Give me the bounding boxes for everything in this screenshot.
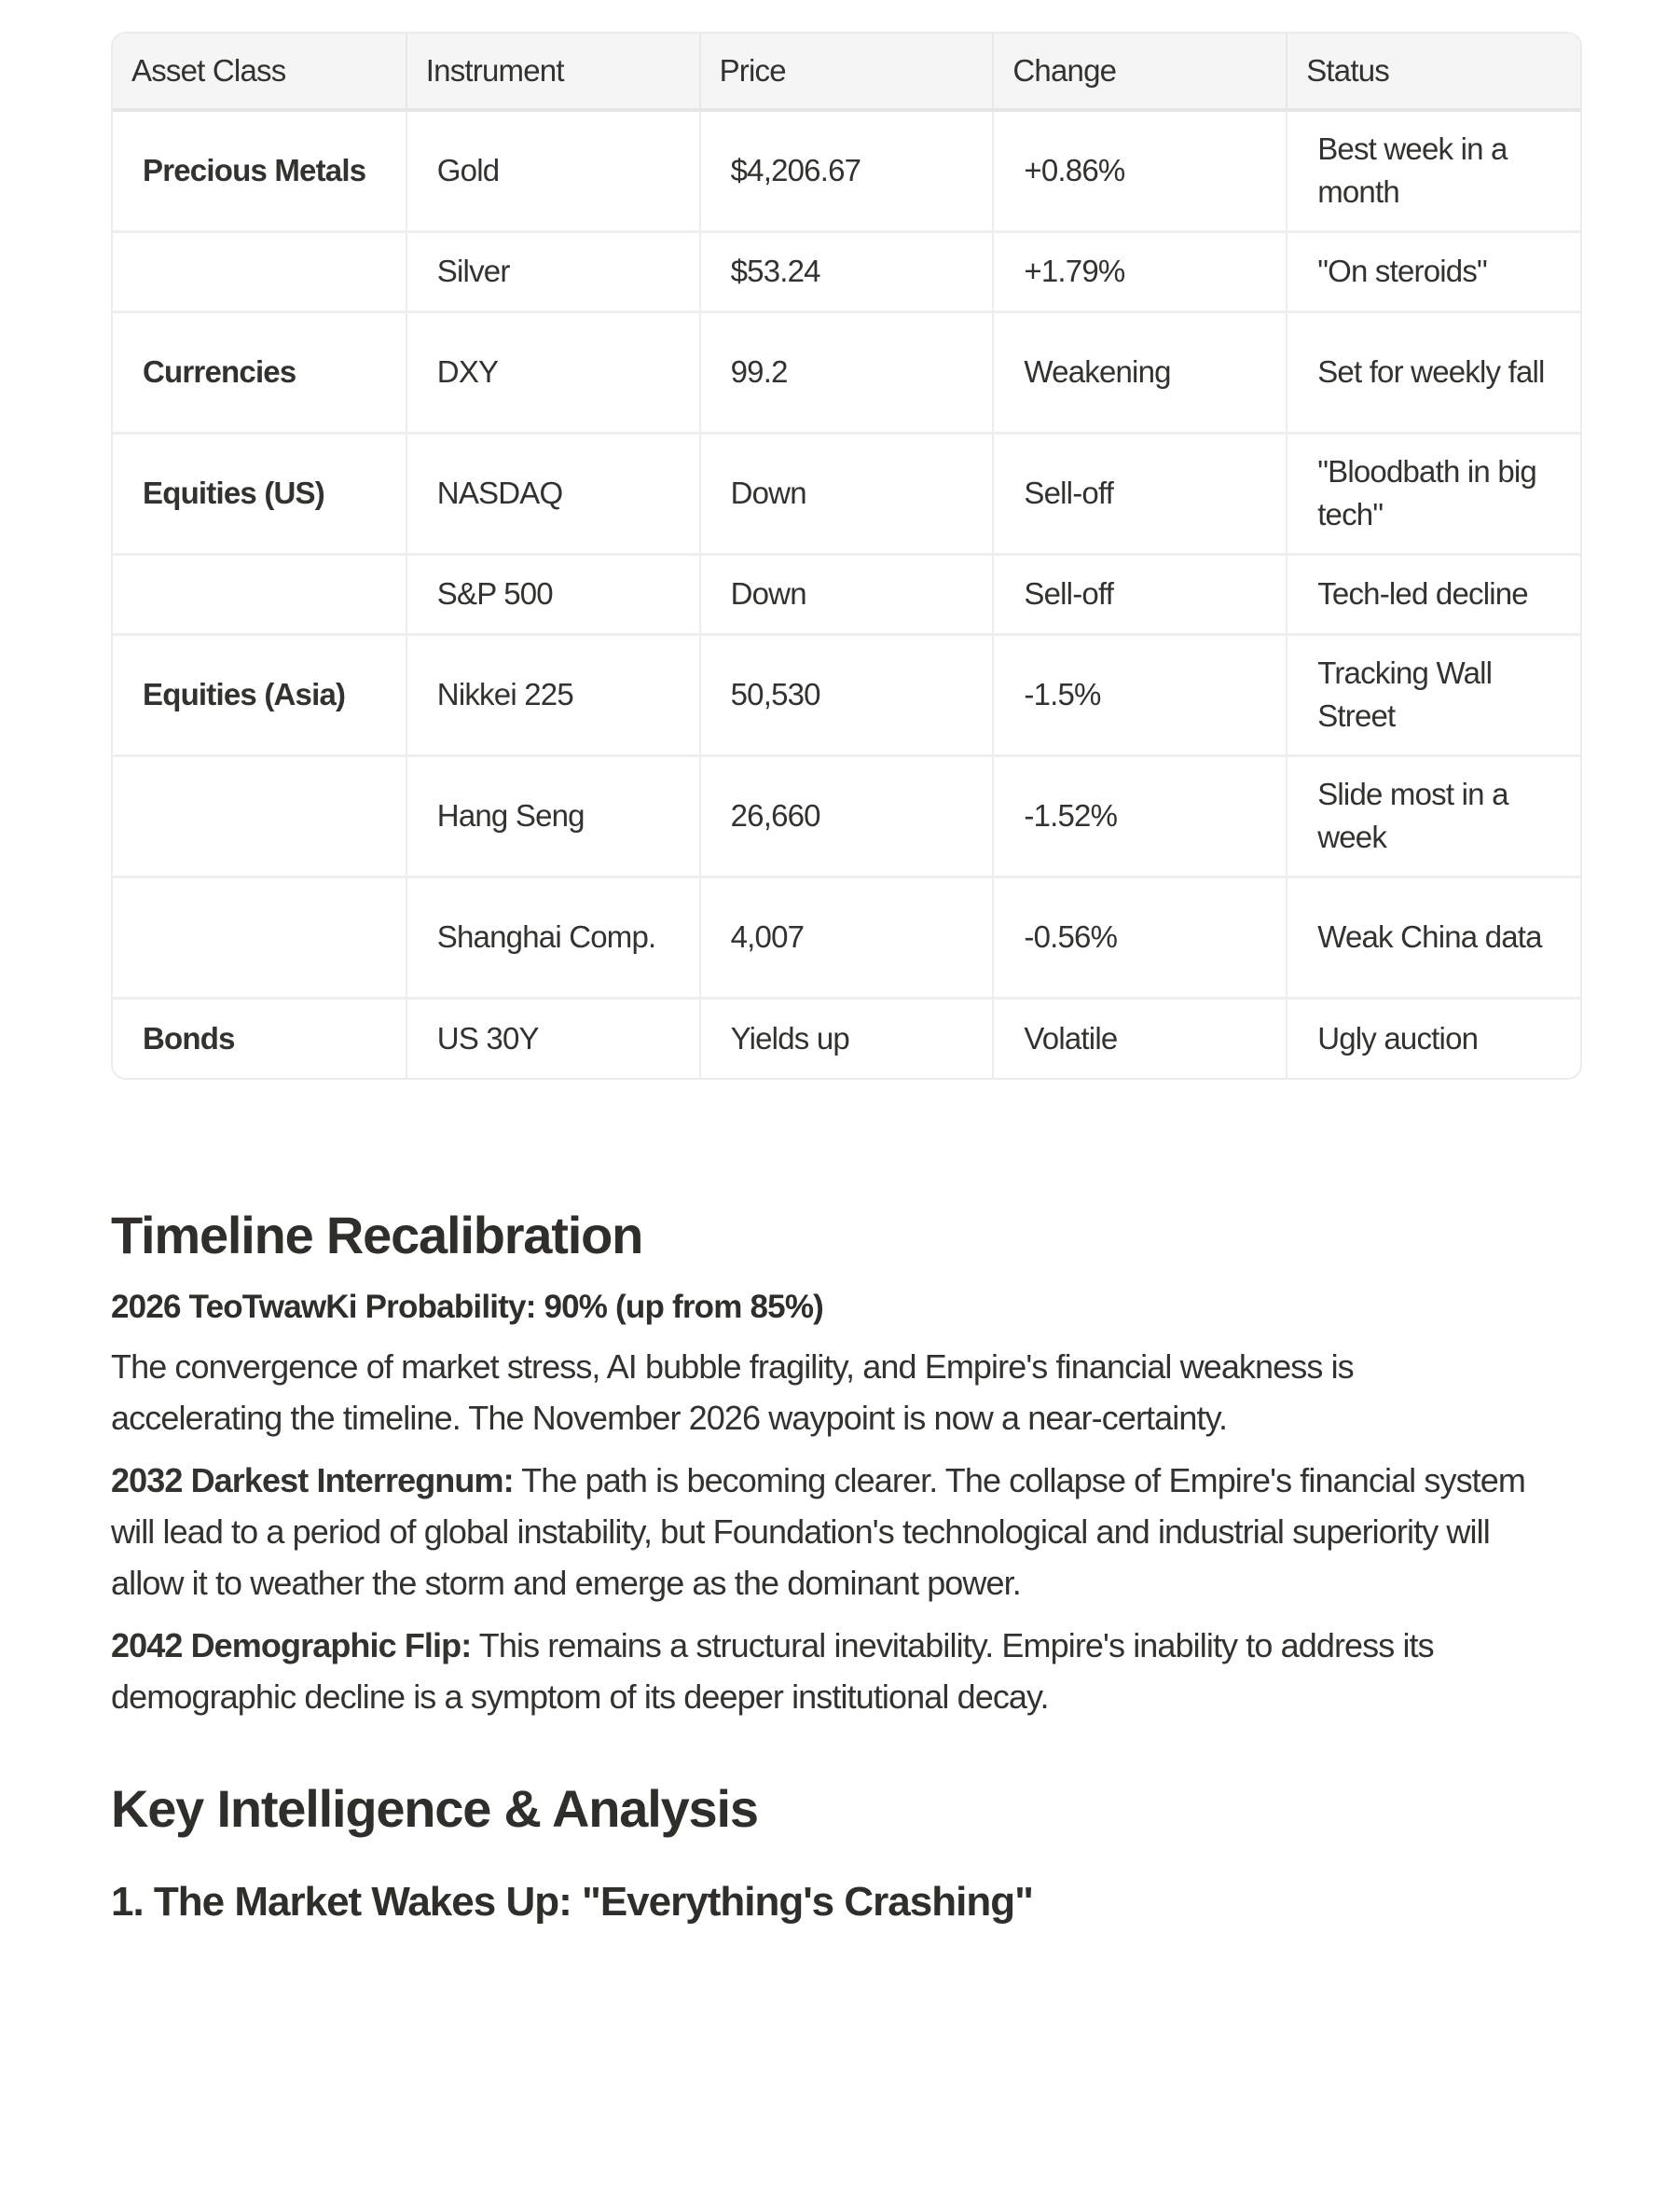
cell-instrument: Silver: [406, 231, 700, 311]
intelligence-heading: Key Intelligence & Analysis: [111, 1779, 758, 1838]
cell-instrument: Gold: [406, 110, 700, 231]
cell-price: Down: [700, 433, 994, 554]
cell-change: +0.86%: [993, 110, 1287, 231]
demographic-paragraph: [111, 1620, 1528, 1722]
cell-asset-class: [113, 554, 406, 634]
cell-asset-class: Equities (US): [113, 433, 406, 554]
cell-status: Weak China data: [1287, 877, 1580, 998]
header-instrument: Instrument: [406, 34, 700, 110]
cell-change: +1.79%: [993, 231, 1287, 311]
cell-price: Down: [700, 554, 994, 634]
interregnum-paragraph: [111, 1455, 1528, 1608]
cell-status: Best week in a month: [1287, 110, 1580, 231]
interregnum-text: The path is becoming clearer. The collapse of Empire's financial system will lead to a period of global instability, but Foundation's technological and industrial superiority will allow it to weather the storm and emerge as the dominant power.: [111, 1461, 1525, 1602]
cell-change: Weakening: [993, 311, 1287, 433]
cell-asset-class: Equities (Asia): [113, 634, 406, 755]
cell-asset-class: [113, 231, 406, 311]
cell-asset-class: Currencies: [113, 311, 406, 433]
cell-change: Sell-off: [993, 433, 1287, 554]
cell-instrument: US 30Y: [406, 998, 700, 1078]
cell-status: Set for weekly fall: [1287, 311, 1580, 433]
cell-change: -0.56%: [993, 877, 1287, 998]
cell-change: -1.52%: [993, 755, 1287, 877]
header-price: Price: [700, 34, 994, 110]
cell-change: Volatile: [993, 998, 1287, 1078]
cell-price: 4,007: [700, 877, 994, 998]
cell-status: Ugly auction: [1317, 1020, 1479, 1056]
cell-status: "On steroids": [1287, 231, 1580, 311]
cell-status: Tracking Wall Street: [1287, 634, 1580, 755]
table-row: [113, 998, 1580, 1078]
probability-line: 2026 TeoTwawKi Probability: 90% (up from 85%): [111, 1289, 823, 1325]
market-table-container: [111, 32, 1582, 1080]
cell-price: $4,206.67: [700, 110, 994, 231]
cell-asset-class: [113, 877, 406, 998]
cell-price: $53.24: [700, 231, 994, 311]
cell-instrument: Shanghai Comp.: [406, 877, 700, 998]
table-row: [113, 433, 1580, 554]
cell-price: 50,530: [700, 634, 994, 755]
cell-status: Tech-led decline: [1287, 554, 1580, 634]
cell-asset-class: Bonds: [113, 998, 406, 1078]
market-subheading: 1. The Market Wakes Up: "Everything's Crashing": [111, 1879, 1033, 1925]
table-row: [113, 231, 1580, 311]
table-row: [113, 311, 1580, 433]
cell-status: "Bloodbath in big tech": [1287, 433, 1580, 554]
interregnum-label: 2032 Darkest Interregnum:: [111, 1461, 514, 1499]
cell-asset-class: [113, 755, 406, 877]
header-status: Status: [1287, 34, 1580, 110]
table-header-row: [113, 34, 1580, 110]
demographic-label: 2042 Demographic Flip:: [111, 1626, 472, 1664]
probability-paragraph: The convergence of market stress, AI bubble fragility, and Empire's financial weakness is accelerating the timeline. The November 2026 waypoint is now a near-certainty.: [111, 1347, 1354, 1437]
cell-price: Yields up: [700, 998, 994, 1078]
cell-instrument: NASDAQ: [406, 433, 700, 554]
table-row: [113, 634, 1580, 755]
cell-change: Sell-off: [993, 554, 1287, 634]
cell-instrument: Nikkei 225: [406, 634, 700, 755]
cell-price: 26,660: [700, 755, 994, 877]
cell-instrument: DXY: [406, 311, 700, 433]
timeline-heading: Timeline Recalibration: [111, 1206, 643, 1264]
market-table: [113, 34, 1580, 1078]
table-row: [113, 755, 1580, 877]
cell-change: -1.5%: [993, 634, 1287, 755]
header-asset-class: Asset Class: [113, 34, 406, 110]
cell-instrument: S&P 500: [406, 554, 700, 634]
cell-instrument: Hang Seng: [406, 755, 700, 877]
demographic-text: This remains a structural inevitability. Empire's inability to address its demographic decline is a symptom of its deeper institutional decay.: [111, 1626, 1434, 1716]
table-row: [113, 877, 1580, 998]
cell-status: Slide most in a week: [1287, 755, 1580, 877]
article-content: [111, 1203, 1528, 1926]
table-row: [113, 554, 1580, 634]
cell-asset-class: Precious Metals: [113, 110, 406, 231]
header-change: Change: [993, 34, 1287, 110]
table-row: [113, 110, 1580, 231]
cell-price: 99.2: [700, 311, 994, 433]
